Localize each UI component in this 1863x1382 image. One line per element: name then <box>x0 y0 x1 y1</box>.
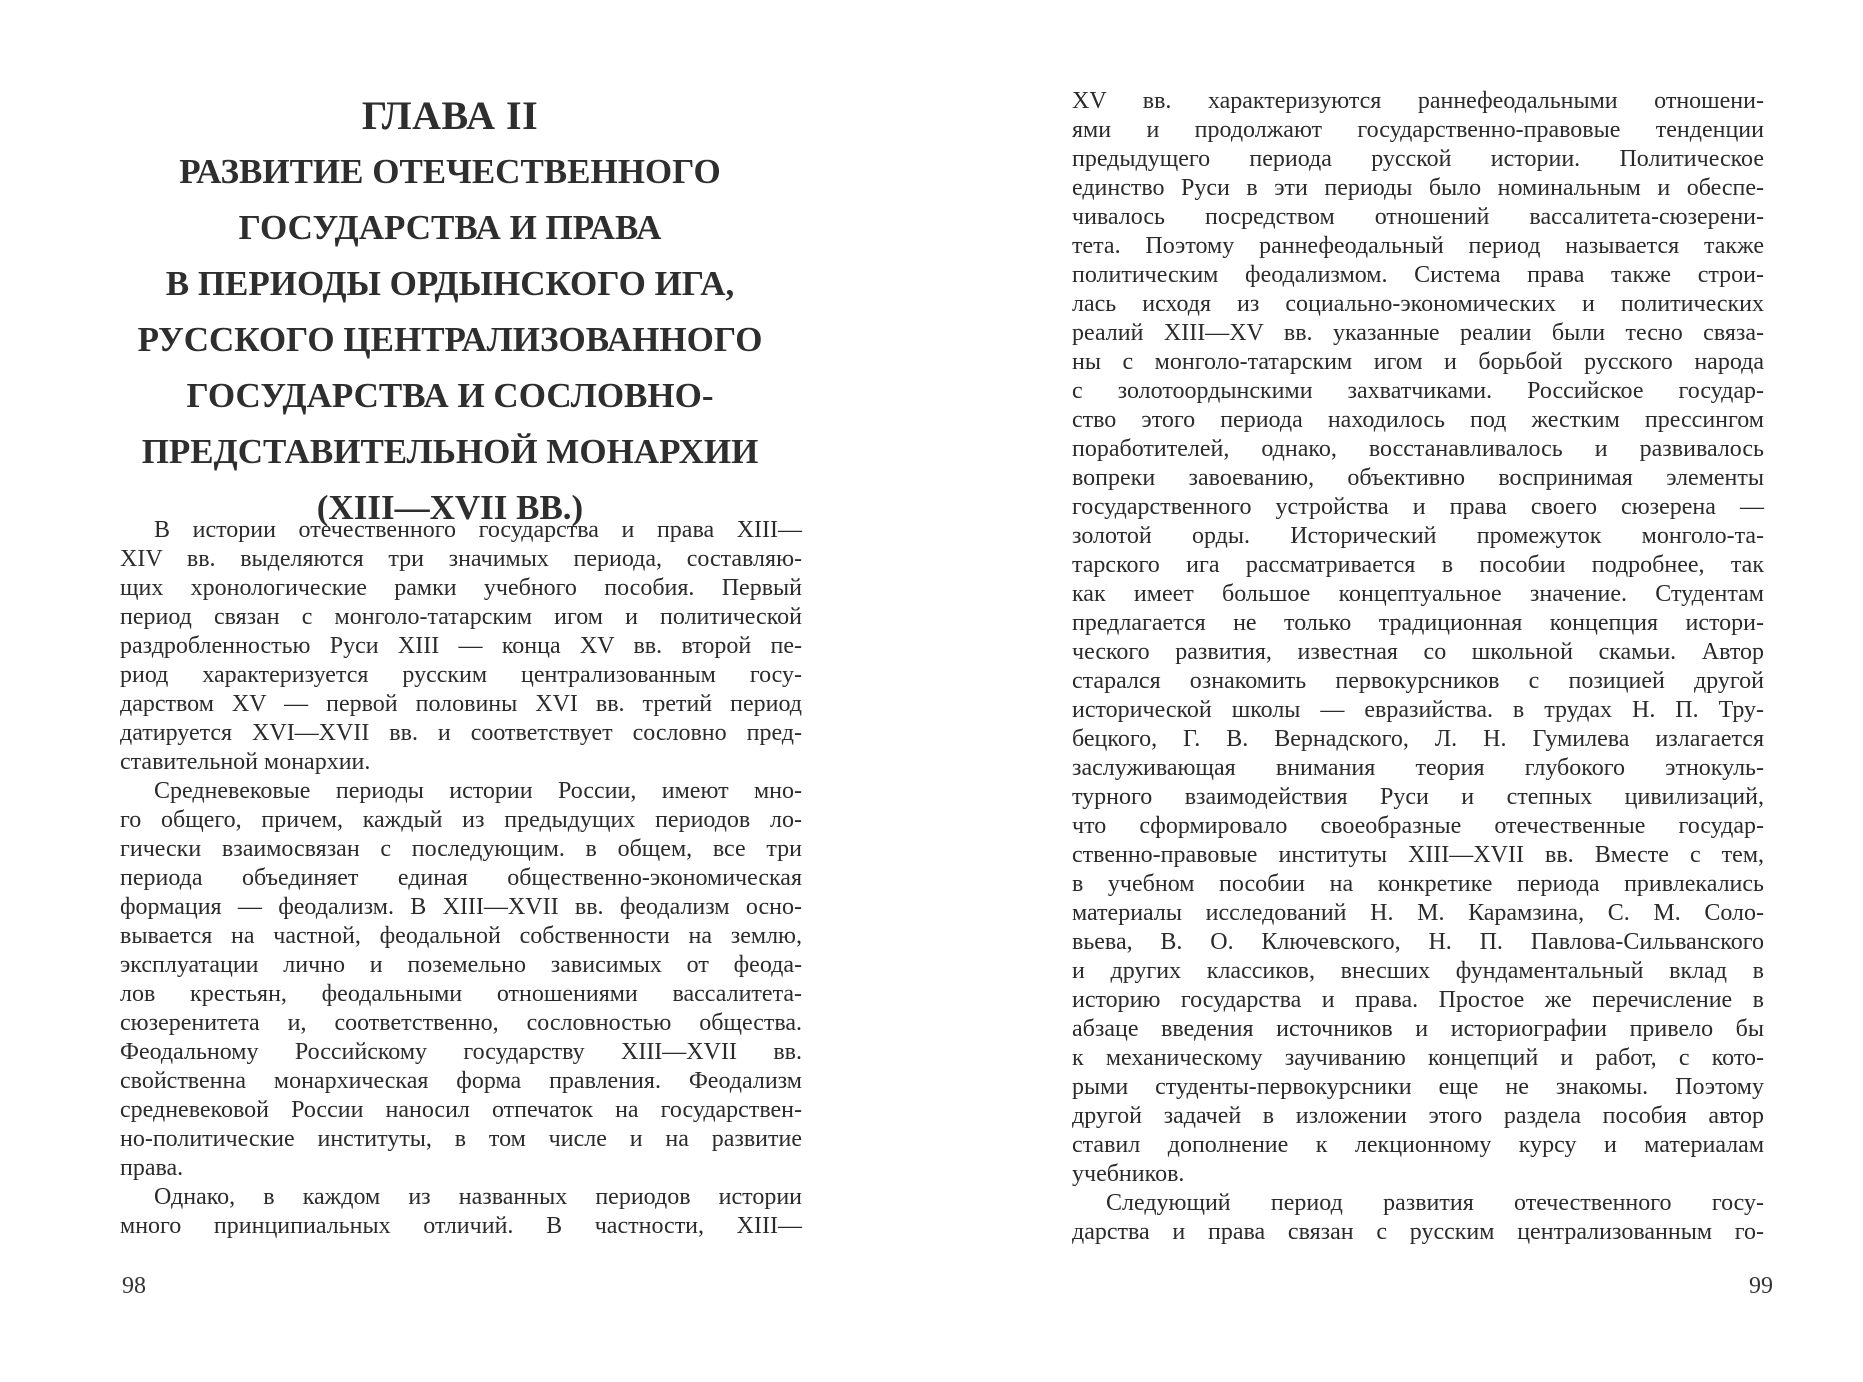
text-line: периода объединяет единая общественно-экономическая <box>120 865 802 891</box>
text-line: тарского ига рассматривается в пособии подробнее, так <box>1072 552 1764 578</box>
text-line: вывается на частной, феодальной собственности на землю, <box>120 923 802 949</box>
text-line: го общего, причем, каждый из предыдущих периодов ло- <box>120 807 802 833</box>
text-line: чивалось посредством отношений вассалитета-сюзерени- <box>1072 204 1764 230</box>
text-line: с золотоордынскими захватчиками. Российское государ- <box>1072 378 1764 404</box>
text-line: датируется XVI—XVII вв. и соответствует сословно пред- <box>120 720 802 746</box>
text-line: заслуживающая внимания теория глубокого этнокуль- <box>1072 755 1764 781</box>
text-line: предлагается не только традиционная концепция истори- <box>1072 610 1764 636</box>
text-line: период связан с монголо-татарским игом и политической <box>120 604 802 630</box>
text-line: историю государства и права. Простое же перечисление в <box>1072 987 1764 1013</box>
text-line: раздробленностью Руси XIII — конца XV вв. второй пе- <box>120 633 802 659</box>
text-line: государственного устройства и права своего сюзерена — <box>1072 494 1764 520</box>
left-body-text <box>120 516 802 1241</box>
right-body-text <box>1072 87 1764 1247</box>
left-page <box>0 0 930 1382</box>
text-line: ны с монголо-татарским игом и борьбой русского народа <box>1072 349 1764 375</box>
page-number: 99 <box>1749 1273 1773 1299</box>
page-number: 98 <box>122 1273 146 1299</box>
text-line: В истории отечественного государства и права XIII— <box>154 517 802 543</box>
text-line: много принципиальных отличий. В частности, XIII— <box>120 1213 802 1239</box>
paragraph <box>120 1183 802 1241</box>
chapter-title-line: ГОСУДАРСТВА И СОСЛОВНО- <box>186 376 714 415</box>
text-line: тета. Поэтому раннефеодальный период называется также <box>1072 233 1764 259</box>
chapter-title-line: РУССКОГО ЦЕНТРАЛИЗОВАННОГО <box>137 320 763 359</box>
text-line: ставительной монархии. <box>120 749 371 775</box>
text-line: что сформировало своеобразные отечественные государ- <box>1072 813 1764 839</box>
text-line: ство этого периода находилось под жестким прессингом <box>1072 407 1764 433</box>
text-line: но-политические институты, в том числе и на развитие <box>120 1126 802 1152</box>
text-line: другой задачей в изложении этого раздела пособия автор <box>1072 1103 1764 1129</box>
text-line: ями и продолжают государственно-правовые тенденции <box>1072 117 1764 143</box>
text-line: бецкого, Г. В. Вернадского, Л. Н. Гумилева излагается <box>1072 726 1764 752</box>
chapter-heading <box>120 88 780 536</box>
text-line: как имеет большое концептуальное значение. Студентам <box>1072 581 1764 607</box>
paragraph <box>120 516 802 777</box>
text-line: щих хронологические рамки учебного пособия. Первый <box>120 575 802 601</box>
text-line: рыми студенты-первокурсники еще не знакомы. Поэтому <box>1072 1074 1764 1100</box>
text-line: предыдущего периода русской истории. Политическое <box>1072 146 1764 172</box>
text-line: политическим феодализмом. Система права также строи- <box>1072 262 1764 288</box>
paragraph <box>1072 1189 1764 1247</box>
text-line: Следующий период развития отечественного госу- <box>1106 1190 1764 1216</box>
text-line: и других классиков, внесших фундаментальный вклад в <box>1072 958 1764 984</box>
text-line: абзаце введения источников и историографии привело бы <box>1072 1016 1764 1042</box>
text-line: гически взаимосвязан с последующим. в общем, все три <box>120 836 802 862</box>
text-line: ственно-правовые институты XIII—XVII вв. Вместе с тем, <box>1072 842 1764 868</box>
text-line: дарством XV — первой половины XVI вв. третий период <box>120 691 802 717</box>
text-line: Феодальному Российскому государству XIII—XVII вв. <box>120 1039 802 1065</box>
text-line: реалий XIII—XV вв. указанные реалии были тесно связа- <box>1072 320 1764 346</box>
text-line: XV вв. характеризуются раннефеодальными отношени- <box>1072 88 1764 114</box>
text-line: риод характеризуется русским централизованным госу- <box>120 662 802 688</box>
text-line: поработителей, однако, восстанавливалось и развивалось <box>1072 436 1764 462</box>
text-line: к механическому заучиванию концепций и работ, с кото- <box>1072 1045 1764 1071</box>
text-line: формация — феодализм. В XIII—XVII вв. феодализм осно- <box>120 894 802 920</box>
text-line: золотой орды. Исторический промежуток монголо-та- <box>1072 523 1764 549</box>
text-line: Однако, в каждом из названных периодов истории <box>154 1184 802 1210</box>
text-line: XIV вв. выделяются три значимых периода, составляю- <box>120 546 802 572</box>
text-line: в учебном пособии на конкретике периода привлекались <box>1072 871 1764 897</box>
text-line: лась исходя из социально-экономических и политических <box>1072 291 1764 317</box>
paragraph <box>120 777 802 1183</box>
chapter-title-line: (XIII—XVII ВВ.) <box>316 488 584 527</box>
text-line: ческого развития, известная со школьной скамьи. Автор <box>1072 639 1764 665</box>
text-line: Средневековые периоды истории России, имеют мно- <box>154 778 802 804</box>
chapter-number: ГЛАВА II <box>361 93 539 138</box>
chapter-title-line: РАЗВИТИЕ ОТЕЧЕСТВЕННОГО <box>179 152 721 191</box>
text-line: единство Руси в эти периоды было номинальным и обеспе- <box>1072 175 1764 201</box>
text-line: свойственна монархическая форма правления. Феодализм <box>120 1068 802 1094</box>
text-line: турного взаимодействия Руси и степных цивилизаций, <box>1072 784 1764 810</box>
text-line: сюзеренитета и, соответственно, сословностью общества. <box>120 1010 802 1036</box>
chapter-title-line: ГОСУДАРСТВА И ПРАВА <box>238 208 662 247</box>
chapter-title-line: В ПЕРИОДЫ ОРДЫНСКОГО ИГА, <box>165 264 735 303</box>
text-line: средневековой России наносил отпечаток на государствен- <box>120 1097 802 1123</box>
text-line: исторической школы — евразийства. в трудах Н. П. Тру- <box>1072 697 1764 723</box>
text-line: лов крестьян, феодальными отношениями вассалитета- <box>120 981 802 1007</box>
right-page <box>930 0 1863 1382</box>
text-line: вопреки завоеванию, объективно воспринимая элементы <box>1072 465 1764 491</box>
text-line: дарства и права связан с русским централизованным го- <box>1072 1219 1764 1245</box>
paragraph <box>1072 87 1764 1189</box>
text-line: старался ознакомить первокурсников с позицией другой <box>1072 668 1764 694</box>
text-line: ставил дополнение к лекционному курсу и материалам <box>1072 1132 1764 1158</box>
text-line: права. <box>120 1155 184 1181</box>
text-line: эксплуатации лично и поземельно зависимых от феода- <box>120 952 802 978</box>
text-line: вьева, В. О. Ключевского, Н. П. Павлова-Сильванского <box>1072 929 1764 955</box>
text-line: учебников. <box>1072 1161 1185 1187</box>
chapter-title-line: ПРЕДСТАВИТЕЛЬНОЙ МОНАРХИИ <box>141 432 759 471</box>
text-line: материалы исследований Н. М. Карамзина, С. М. Соло- <box>1072 900 1764 926</box>
